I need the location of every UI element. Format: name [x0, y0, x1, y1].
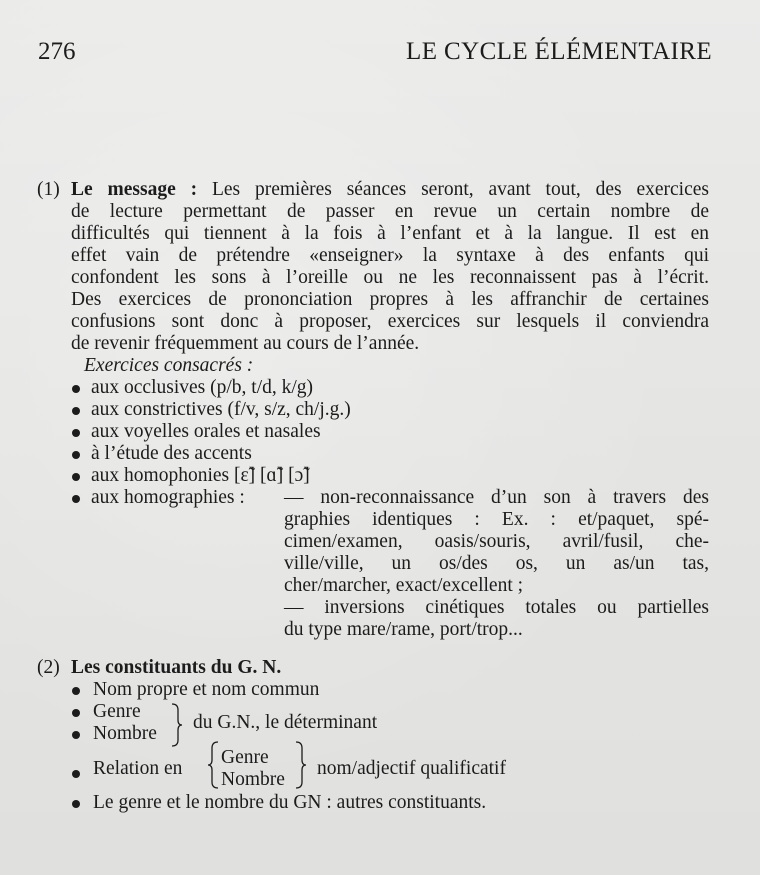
homographies-line-4: ville/ville, un os/des os, un as/un tas, [284, 553, 709, 574]
section-1-line-7: confusions sont donc à proposer, exercices sur lesquels il conviendra [71, 311, 709, 332]
page-header [34, 38, 712, 74]
homographies-line-7: du type mare/rame, port/trop... [284, 619, 523, 640]
list-item: Nombre [93, 723, 157, 744]
list-item: aux constrictives (f/v, s/z, ch/j.g.) [91, 399, 351, 420]
left-brace-icon [206, 740, 220, 790]
section-1-line-4: effet vain de prétendre «enseigner» la syntaxe à des enfants qui [71, 245, 709, 266]
section-1-number: (1) [37, 179, 60, 200]
homographies-line-6: — inversions cinétiques totales ou partielles [284, 597, 709, 618]
bullet-icon [72, 495, 80, 503]
bullet-icon [72, 451, 80, 459]
bullet-icon [72, 731, 80, 739]
bullet-icon [72, 407, 80, 415]
relation-label: Relation en [93, 758, 183, 779]
running-title: LE CYCLE ÉLÉMENTAIRE [406, 38, 712, 65]
bullet-icon [72, 800, 80, 808]
page-number: 276 [38, 38, 76, 65]
relation-genre: Genre [221, 747, 269, 768]
section-2-number: (2) [37, 657, 60, 678]
section-1-heading: Le message : [71, 179, 198, 200]
homographies-line-3: cimen/examen, oasis/souris, avril/fusil, che- [284, 531, 709, 552]
section-1-line-1-text: Les premières séances seront, avant tout, des exercices [211, 179, 709, 200]
list-item: aux voyelles orales et nasales [91, 421, 321, 442]
relation-text: nom/adjectif qualificatif [317, 758, 506, 779]
homographies-line-2: graphies identiques : Ex. : et/paquet, spé- [284, 509, 709, 530]
list-item: aux homophonies [ɛ̃] [ɑ̃] [ɔ̃] [91, 465, 310, 486]
section-1-line-1 [71, 179, 709, 201]
list-item: aux homographies : [91, 487, 245, 508]
genre-nombre-text: du G.N., le déterminant [193, 712, 378, 733]
relation-nombre: Nombre [221, 769, 285, 790]
list-item: Genre [93, 701, 141, 722]
bullet-icon [72, 770, 80, 778]
bullet-icon [72, 473, 80, 481]
list-item: Le genre et le nombre du GN : autres constituants. [93, 792, 487, 813]
list-item: à l’étude des accents [91, 443, 252, 464]
right-brace-icon [294, 740, 308, 790]
section-1-line-5: confondent les sons à l’oreille ou ne les reconnaissent pas à l’écrit. [71, 267, 709, 288]
list-item: aux occlusives (p/b, t/d, k/g) [91, 377, 314, 398]
bullet-icon [72, 709, 80, 717]
bullet-icon [72, 429, 80, 437]
bullet-icon [72, 385, 80, 393]
section-1-line-2: de lecture permettant de passer en revue un certain nombre de [71, 201, 709, 222]
section-1-line-3: difficultés qui tiennent à la fois à l’enfant et à la langue. Il est en [71, 223, 709, 244]
section-1-line-6: Des exercices de prononciation propres à les affranchir de certaines [71, 289, 709, 310]
homographies-line-5: cher/marcher, exact/excellent ; [284, 575, 524, 596]
list-item: Nom propre et nom commun [93, 679, 320, 700]
section-2-heading: Les constituants du G. N. [71, 657, 282, 678]
bullet-icon [72, 687, 80, 695]
right-brace-icon [170, 702, 184, 748]
homographies-line-1: — non-reconnaissance d’un son à travers des [284, 487, 709, 508]
section-1-line-8: de revenir fréquemment au cours de l’année. [71, 333, 420, 354]
exercises-subheading: Exercices consacrés : [84, 355, 254, 376]
